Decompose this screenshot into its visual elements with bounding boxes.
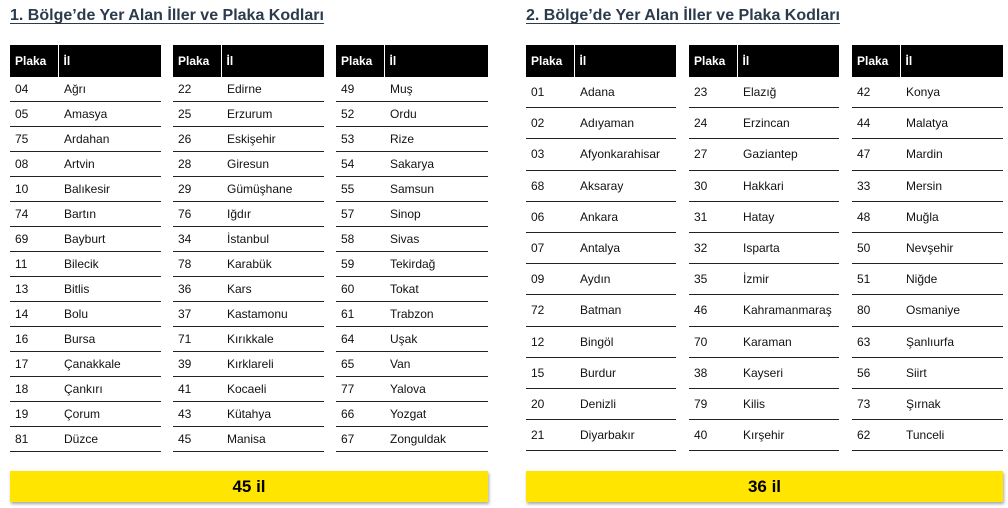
table-row [10, 327, 161, 352]
province-name: Edirne [221, 77, 324, 102]
table-row [689, 264, 839, 295]
plate-code: 65 [336, 352, 384, 377]
table-row [173, 252, 324, 277]
table-row [526, 295, 676, 326]
table-row [336, 77, 488, 102]
province-name: Konya [900, 77, 1003, 108]
plate-code: 33 [852, 170, 900, 201]
province-name: Afyonkarahisar [574, 139, 676, 170]
table-row [852, 326, 1003, 357]
plate-header: Plaka [689, 45, 737, 77]
plate-code: 14 [10, 302, 58, 327]
plate-code: 04 [10, 77, 58, 102]
plate-code: 22 [173, 77, 221, 102]
province-name: Elazığ [737, 77, 839, 108]
region-2-total-bar: 36 il [526, 471, 1003, 502]
table-row [689, 357, 839, 388]
province-name: Tekirdağ [384, 252, 488, 277]
table-row [336, 352, 488, 377]
plate-header: Plaka [526, 45, 574, 77]
table-row [10, 102, 161, 127]
province-name: Karabük [221, 252, 324, 277]
province-name: Şanlıurfa [900, 326, 1003, 357]
plate-code: 41 [173, 377, 221, 402]
table-row [10, 252, 161, 277]
plate-code: 73 [852, 388, 900, 419]
plate-code: 47 [852, 139, 900, 170]
plate-code: 61 [336, 302, 384, 327]
province-name: Manisa [221, 427, 324, 452]
plate-code: 25 [173, 102, 221, 127]
province-name: Kütahya [221, 402, 324, 427]
table-header-row [336, 45, 488, 77]
table-header-row [526, 45, 676, 77]
table-row [10, 302, 161, 327]
plate-code: 39 [173, 352, 221, 377]
province-name: Zonguldak [384, 427, 488, 452]
table-row [173, 427, 324, 452]
region-1-section [10, 0, 488, 508]
table-row [689, 139, 839, 170]
table-row [10, 127, 161, 152]
plate-code: 11 [10, 252, 58, 277]
table-row [10, 177, 161, 202]
table-row [10, 377, 161, 402]
province-header: İl [384, 45, 488, 77]
province-name: Adana [574, 77, 676, 108]
province-name: Gümüşhane [221, 177, 324, 202]
plate-code: 67 [336, 427, 384, 452]
table-row [336, 102, 488, 127]
table-row [10, 277, 161, 302]
table-row [689, 232, 839, 263]
table-row [852, 357, 1003, 388]
plate-code: 27 [689, 139, 737, 170]
table-header-row [10, 45, 161, 77]
plate-code: 53 [336, 127, 384, 152]
table-row [173, 327, 324, 352]
province-name: Ankara [574, 201, 676, 232]
plate-code: 79 [689, 388, 737, 419]
plate-code: 19 [10, 402, 58, 427]
plate-code: 75 [10, 127, 58, 152]
plate-code: 10 [10, 177, 58, 202]
province-name: Balıkesir [58, 177, 161, 202]
table-row [526, 264, 676, 295]
table-row [173, 77, 324, 102]
plate-header: Plaka [852, 45, 900, 77]
province-name: Çorum [58, 402, 161, 427]
region-1-title: 1. Bölge’de Yer Alan İller ve Plaka Kodları [10, 7, 324, 24]
plate-code: 56 [852, 357, 900, 388]
table-row [336, 327, 488, 352]
region-1-total-bar: 45 il [10, 471, 488, 502]
table-header-row [689, 45, 839, 77]
province-name: İstanbul [221, 227, 324, 252]
region-2-table-2 [689, 45, 839, 451]
region-1-table-1 [10, 45, 161, 452]
plate-code: 06 [526, 201, 574, 232]
table-row [10, 77, 161, 102]
province-name: Bolu [58, 302, 161, 327]
province-name: Ardahan [58, 127, 161, 152]
province-name: Kırıkkale [221, 327, 324, 352]
plate-header: Plaka [10, 45, 58, 77]
plate-code: 60 [336, 277, 384, 302]
province-name: Çanakkale [58, 352, 161, 377]
table-row [526, 388, 676, 419]
province-name: Denizli [574, 388, 676, 419]
province-name: Kayseri [737, 357, 839, 388]
province-name: Kars [221, 277, 324, 302]
table-row [336, 177, 488, 202]
table-row [10, 352, 161, 377]
table-row [336, 377, 488, 402]
province-name: Trabzon [384, 302, 488, 327]
table-header-row [173, 45, 324, 77]
plate-code: 17 [10, 352, 58, 377]
plate-code: 21 [526, 420, 574, 451]
plate-code: 72 [526, 295, 574, 326]
plate-code: 34 [173, 227, 221, 252]
region-2-section [526, 0, 1003, 508]
table-row [10, 227, 161, 252]
table-row [689, 420, 839, 451]
table-row [852, 295, 1003, 326]
table-row [526, 232, 676, 263]
province-name: Adıyaman [574, 108, 676, 139]
province-name: Yalova [384, 377, 488, 402]
plate-code: 80 [852, 295, 900, 326]
plate-code: 07 [526, 232, 574, 263]
province-name: Tunceli [900, 420, 1003, 451]
plate-code: 49 [336, 77, 384, 102]
province-name: Bilecik [58, 252, 161, 277]
plate-code: 43 [173, 402, 221, 427]
province-name: Tokat [384, 277, 488, 302]
table-row [173, 377, 324, 402]
plate-code: 08 [10, 152, 58, 177]
table-row [336, 427, 488, 452]
plate-code: 01 [526, 77, 574, 108]
province-name: Kocaeli [221, 377, 324, 402]
table-row [10, 202, 161, 227]
table-row [852, 264, 1003, 295]
plate-code: 42 [852, 77, 900, 108]
plate-code: 40 [689, 420, 737, 451]
plate-header: Plaka [173, 45, 221, 77]
province-name: Eskişehir [221, 127, 324, 152]
table-row [526, 420, 676, 451]
province-name: Bingöl [574, 326, 676, 357]
table-row [689, 170, 839, 201]
table-row [689, 388, 839, 419]
table-row [689, 77, 839, 108]
table-row [689, 108, 839, 139]
table-row [173, 302, 324, 327]
table-row [852, 170, 1003, 201]
province-name: Siirt [900, 357, 1003, 388]
province-name: İzmir [737, 264, 839, 295]
province-name: Sakarya [384, 152, 488, 177]
table-row [10, 152, 161, 177]
table-row [852, 232, 1003, 263]
province-name: Nevşehir [900, 232, 1003, 263]
plate-code: 09 [526, 264, 574, 295]
province-name: Malatya [900, 108, 1003, 139]
province-name: Hakkari [737, 170, 839, 201]
province-name: Ağrı [58, 77, 161, 102]
plate-code: 46 [689, 295, 737, 326]
province-name: Antalya [574, 232, 676, 263]
plate-code: 69 [10, 227, 58, 252]
plate-code: 76 [173, 202, 221, 227]
plate-code: 62 [852, 420, 900, 451]
table-row [173, 352, 324, 377]
province-name: Kastamonu [221, 302, 324, 327]
table-header-row [852, 45, 1003, 77]
plate-code: 26 [173, 127, 221, 152]
province-name: Bayburt [58, 227, 161, 252]
plate-code: 57 [336, 202, 384, 227]
province-header: İl [574, 45, 676, 77]
table-row [852, 388, 1003, 419]
plate-code: 51 [852, 264, 900, 295]
plate-code: 66 [336, 402, 384, 427]
table-row [336, 277, 488, 302]
table-row [336, 152, 488, 177]
plate-code: 12 [526, 326, 574, 357]
province-name: Kırklareli [221, 352, 324, 377]
table-row [173, 402, 324, 427]
province-name: Yozgat [384, 402, 488, 427]
plate-code: 37 [173, 302, 221, 327]
plate-code: 16 [10, 327, 58, 352]
plate-code: 28 [173, 152, 221, 177]
province-name: Muğla [900, 201, 1003, 232]
table-row [173, 177, 324, 202]
plate-code: 05 [10, 102, 58, 127]
province-header: İl [900, 45, 1003, 77]
plate-code: 54 [336, 152, 384, 177]
province-name: Samsun [384, 177, 488, 202]
table-row [689, 295, 839, 326]
province-name: Burdur [574, 357, 676, 388]
table-row [852, 77, 1003, 108]
table-row [173, 227, 324, 252]
table-row [10, 402, 161, 427]
table-row [526, 108, 676, 139]
region-1-table-2 [173, 45, 324, 452]
plate-code: 50 [852, 232, 900, 263]
province-header: İl [221, 45, 324, 77]
plate-code: 24 [689, 108, 737, 139]
plate-code: 81 [10, 427, 58, 452]
table-row [526, 139, 676, 170]
plate-code: 58 [336, 227, 384, 252]
province-name: Bitlis [58, 277, 161, 302]
province-name: Isparta [737, 232, 839, 263]
table-row [336, 302, 488, 327]
plate-code: 31 [689, 201, 737, 232]
province-header: İl [737, 45, 839, 77]
province-name: Van [384, 352, 488, 377]
plate-code: 32 [689, 232, 737, 263]
province-name: Erzincan [737, 108, 839, 139]
plate-code: 78 [173, 252, 221, 277]
plate-code: 18 [10, 377, 58, 402]
plate-code: 23 [689, 77, 737, 108]
table-row [526, 326, 676, 357]
region-2-title: 2. Bölge’de Yer Alan İller ve Plaka Kodları [526, 7, 840, 24]
province-name: Osmaniye [900, 295, 1003, 326]
province-name: Bartın [58, 202, 161, 227]
province-name: Çankırı [58, 377, 161, 402]
table-row [336, 202, 488, 227]
table-row [689, 201, 839, 232]
plate-code: 71 [173, 327, 221, 352]
province-name: Kırşehir [737, 420, 839, 451]
province-name: Karaman [737, 326, 839, 357]
table-row [10, 427, 161, 452]
plate-code: 38 [689, 357, 737, 388]
plate-code: 68 [526, 170, 574, 201]
table-row [852, 201, 1003, 232]
province-name: Diyarbakır [574, 420, 676, 451]
plate-code: 64 [336, 327, 384, 352]
province-name: Kahramanmaraş [737, 295, 839, 326]
table-row [852, 108, 1003, 139]
province-name: Muş [384, 77, 488, 102]
plate-code: 30 [689, 170, 737, 201]
province-name: Sinop [384, 202, 488, 227]
province-name: Uşak [384, 327, 488, 352]
table-row [852, 420, 1003, 451]
province-name: Batman [574, 295, 676, 326]
province-name: Iğdır [221, 202, 324, 227]
table-row [173, 152, 324, 177]
table-row [689, 326, 839, 357]
table-row [526, 170, 676, 201]
province-name: Bursa [58, 327, 161, 352]
table-row [336, 227, 488, 252]
province-name: Erzurum [221, 102, 324, 127]
province-name: Kilis [737, 388, 839, 419]
plate-code: 59 [336, 252, 384, 277]
plate-code: 63 [852, 326, 900, 357]
plate-code: 20 [526, 388, 574, 419]
province-name: Hatay [737, 201, 839, 232]
plate-code: 36 [173, 277, 221, 302]
province-name: Aydın [574, 264, 676, 295]
plate-code: 13 [10, 277, 58, 302]
region-2-table-3 [852, 45, 1003, 451]
plate-code: 52 [336, 102, 384, 127]
province-header: İl [58, 45, 161, 77]
table-row [526, 201, 676, 232]
table-row [852, 139, 1003, 170]
table-row [173, 202, 324, 227]
table-row [526, 357, 676, 388]
province-name: Aksaray [574, 170, 676, 201]
table-row [336, 402, 488, 427]
plate-code: 74 [10, 202, 58, 227]
table-row [336, 252, 488, 277]
province-name: Mersin [900, 170, 1003, 201]
plate-code: 02 [526, 108, 574, 139]
table-row [336, 127, 488, 152]
table-row [173, 102, 324, 127]
plate-code: 29 [173, 177, 221, 202]
province-name: Sivas [384, 227, 488, 252]
province-name: Ordu [384, 102, 488, 127]
province-name: Artvin [58, 152, 161, 177]
province-name: Şırnak [900, 388, 1003, 419]
plate-code: 55 [336, 177, 384, 202]
plate-code: 77 [336, 377, 384, 402]
plate-header: Plaka [336, 45, 384, 77]
province-name: Mardin [900, 139, 1003, 170]
province-name: Gaziantep [737, 139, 839, 170]
table-row [173, 127, 324, 152]
plate-code: 44 [852, 108, 900, 139]
table-row [173, 277, 324, 302]
province-name: Niğde [900, 264, 1003, 295]
plate-code: 03 [526, 139, 574, 170]
plate-code: 15 [526, 357, 574, 388]
province-name: Rize [384, 127, 488, 152]
plate-code: 70 [689, 326, 737, 357]
region-2-table-1 [526, 45, 676, 451]
region-1-table-3 [336, 45, 488, 452]
plate-code: 35 [689, 264, 737, 295]
table-row [526, 77, 676, 108]
province-name: Amasya [58, 102, 161, 127]
province-name: Giresun [221, 152, 324, 177]
plate-code: 45 [173, 427, 221, 452]
province-name: Düzce [58, 427, 161, 452]
plate-code: 48 [852, 201, 900, 232]
